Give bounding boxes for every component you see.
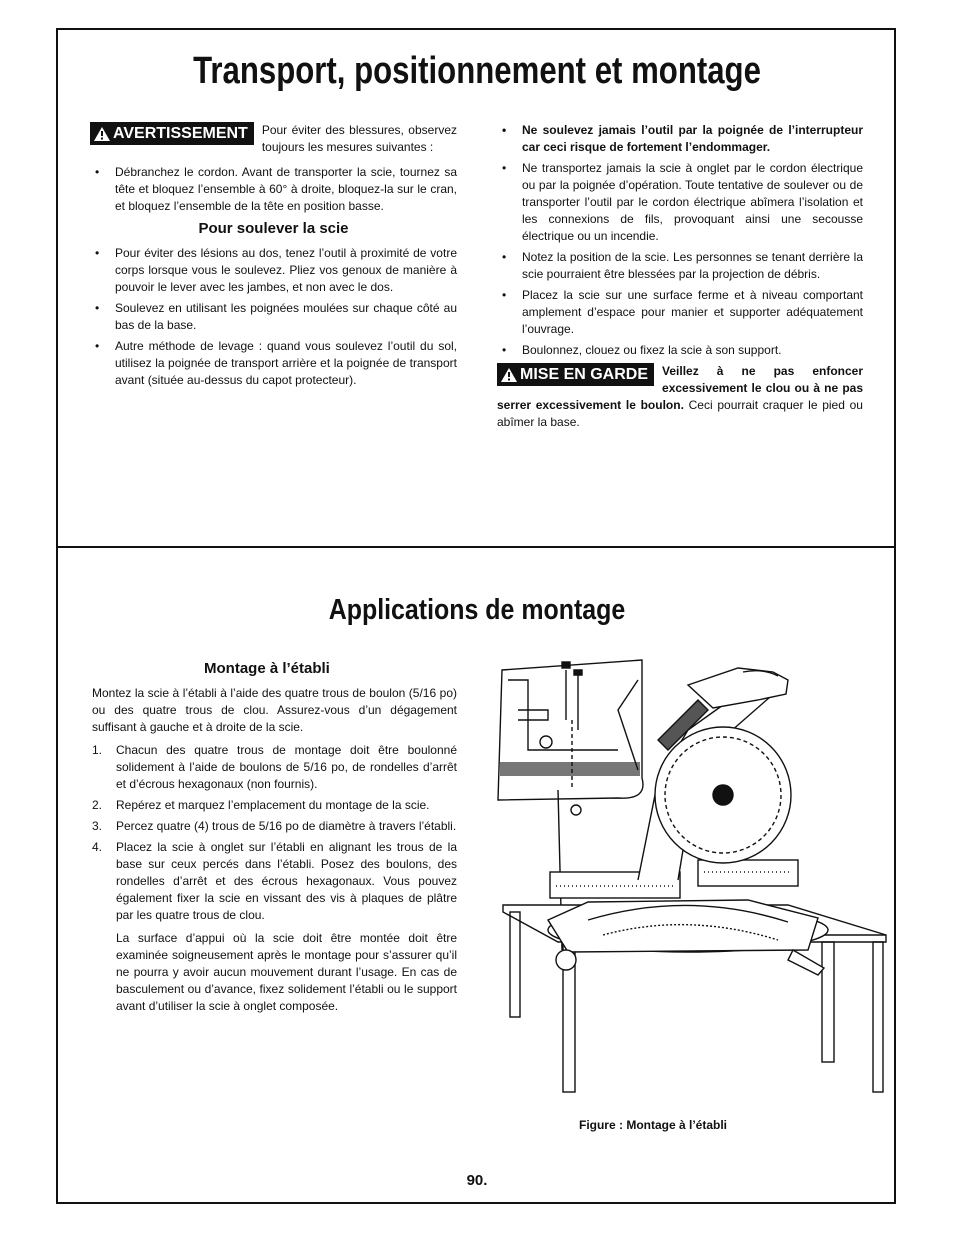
list-item-bold: • Ne soulevez jamais l’outil par la poignée de l’interrupteur car ceci risque de fortement l’endommager.: [497, 122, 863, 156]
step-number: 4.: [92, 840, 103, 854]
step-text: Chacun des quatre trous de montage doit être boulonné solidement à l’aide de boulons de 5/16 po, de rondelles d’arrêt et d’écrous hexagonaux (non fournis).: [116, 743, 457, 791]
warning-triangle-icon: [94, 127, 110, 141]
list-item: • Notez la position de la scie. Les personnes se tenant derrière la scie pourraient être blessées par la projection de débris.: [497, 249, 863, 283]
list-item: • Débranchez le cordon. Avant de transporter la scie, tournez sa tête et bloquez l’ensemble à 60° à droite, bloquez-la sur le cran, et bloquez l’ensemble de la tête en position basse.: [90, 164, 457, 215]
figure-caption: Figure : Montage à l’établi: [578, 1118, 727, 1132]
bench-mount-figure: [488, 650, 888, 1105]
caution-triangle-icon: [501, 368, 517, 382]
step-item: [92, 742, 457, 793]
caution-bold-text: Veillez à ne pas enfoncer excessivement le clou ou à ne pas serrer excessivement le boulon.: [497, 364, 863, 412]
step-item: [92, 797, 457, 814]
right-bullets: [497, 122, 863, 359]
page-number: 90.: [466, 1172, 488, 1189]
step-number: 1.: [92, 743, 103, 757]
step-number: 2.: [92, 798, 103, 812]
list-item: • Placez la scie sur une surface ferme et à niveau comportant amplement d’espace pour manier et supporter adéquatement l’ouvrage.: [497, 287, 863, 338]
caution-badge: [497, 363, 654, 386]
list-item: • Autre méthode de levage : quand vous soulevez l’outil du sol, utilisez la poignée de transport arrière et la poignée de transport avant (située au-dessus du capot protecteur).: [90, 338, 457, 389]
mounting-intro: Montez la scie à l’établi à l’aide des quatre trous de boulon (5/16 po) ou des quatre trous de clou. Assurez-vous d’un dégagement suffisant à gauche et à droite de la scie.: [92, 686, 457, 734]
warning-text: Pour éviter des blessures, observez toujours les mesures suivantes :: [261, 123, 457, 154]
warning-badge: [90, 122, 254, 145]
section-divider: [56, 546, 896, 548]
list-item: • Soulevez en utilisant les poignées moulées sur chaque côté au bas de la base.: [90, 300, 457, 334]
lift-subheading: Pour soulever la scie: [198, 220, 349, 237]
right-column: [497, 122, 863, 435]
section2-title: Applications de montage: [328, 594, 626, 626]
page-title: Transport, positionnement et montage: [193, 50, 761, 92]
step-number: 3.: [92, 819, 103, 833]
step-text: Repérez et marquez l’emplacement du montage de la scie.: [116, 798, 430, 812]
list-item: • Pour éviter des lésions au dos, tenez l’outil à proximité de votre corps lorsque vous le soulevez. Pliez vos genoux de manière à pouvoir le lever avec les jambes, et non avec le dos.: [90, 245, 457, 296]
mounting-subheading: Montage à l’établi: [204, 660, 330, 677]
step-text: Placez la scie à onglet sur l’établi en alignant les trous de la base sur ceux percés dans l’établi. Posez des boulons, des rondelles d’arrêt et des écrous hexagonaux. Vous pouvez également fixer la scie en vissant des vis à plaques de plâtre par les quatre trous de clou.: [116, 840, 457, 922]
inset-detail: [498, 660, 643, 815]
list-item: • Boulonnez, clouez ou fixez la scie à son support.: [497, 342, 863, 359]
step-item: [92, 839, 457, 924]
mounting-steps: [92, 742, 457, 1015]
caution-text: Ceci pourrait craquer le pied ou abîmer la base.: [497, 398, 863, 429]
warning-label: AVERTISSEMENT: [113, 125, 248, 142]
step-item: [92, 818, 457, 835]
list-item: • Ne transportez jamais la scie à onglet par le cordon électrique ou par la poignée d’opération. Toute tentative de soulever ou de transporter l’outil par le cordon électrique abîmera l’isolation et les connexions de fils, provoquant ainsi une secousse électrique ou un incendie.: [497, 160, 863, 245]
lift-bullets: [90, 245, 457, 389]
transport-bullets: [90, 164, 457, 215]
step-item-extra: [92, 930, 457, 1015]
step-text: La surface d’appui où la scie doit être montée doit être examinée soigneusement après le montage pour s’assurer qu’il ne pourra y avoir aucun mouvement durant l’usage. En cas de basculement ou d’avance, fixez solidement l’établi ou le support avant d’utiliser la scie à onglet composée.: [116, 931, 457, 1013]
mounting-column: [92, 660, 457, 1019]
left-column: [90, 122, 457, 393]
caution-label: MISE EN GARDE: [520, 366, 649, 383]
step-text: Percez quatre (4) trous de 5/16 po de diamètre à travers l’établi.: [116, 819, 457, 833]
